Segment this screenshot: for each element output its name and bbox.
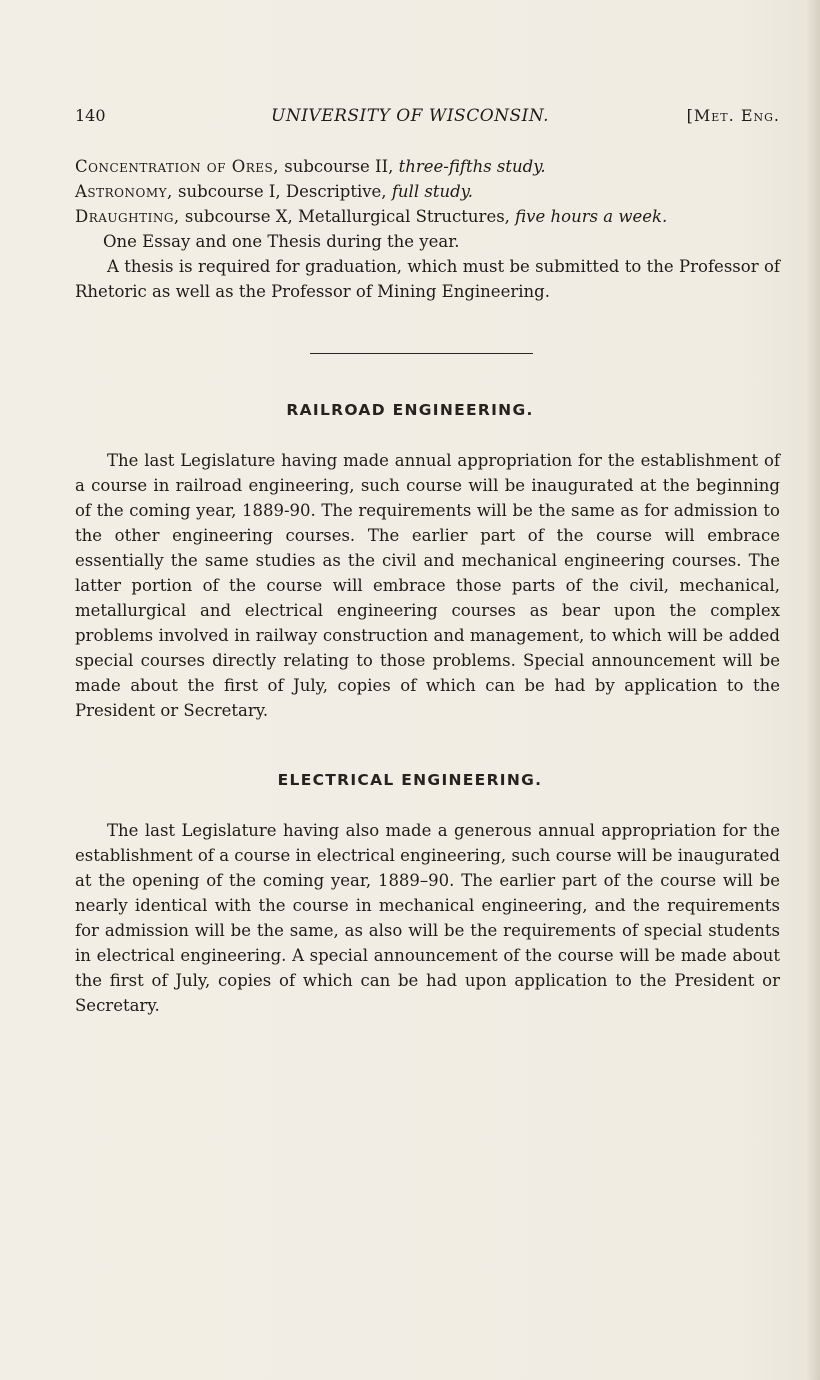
course-load: three-fifths study. [398,157,546,176]
running-title: UNIVERSITY OF WISCONSIN. [271,106,550,126]
course-detail: subcourse X, Metallurgical Structures, [179,207,516,226]
course-item [75,154,780,179]
course-name: Concentration of Ores, [75,157,279,176]
course-name: Astronomy, [75,182,173,201]
electrical-section [75,818,780,1018]
section-mark: [Met. Eng. [686,106,780,125]
course-detail: subcourse I, Descriptive, [172,182,392,201]
course-item [75,179,780,204]
railroad-heading: RAILROAD ENGINEERING. [286,401,534,419]
electrical-body: The last Legislature having also made a generous annual appropriation for the establishment of a course in electrical engineering, such course will be inaugurated at the opening of the coming year, 1889–90. The earlier part of the course will be nearly identical with the course in mechanical engineering, and the requirements for admission will be the same, as also will be the requirements of special students in electrical engineering. A special announcement of the course will be made about the first of July, copies of which can be had upon application to the President or Secretary. [75,821,780,1015]
thesis-note: A thesis is required for graduation, which must be submitted to the Professor of Rhetoric as well as the Professor of Mining Engineering. [75,257,780,301]
course-item [75,204,780,229]
course-detail: subcourse II, [278,157,399,176]
course-name: Draughting, [75,207,180,226]
section-divider [310,353,533,354]
railroad-body: The last Legislature having made annual appropriation for the establishment of a course in railroad engineering, such course will be inaugurated at the beginning of the coming year, 1889-90. The requirements will be the same as for admission to the other engineering courses. The earlier part of the course will embrace essentially the same studies as the civil and mechanical engineering courses. The latter portion of the course will embrace those parts of the civil, mechanical, metallurgical and electrical engineering courses as bear upon the complex problems involved in railway construction and management, to which will be added special courses directly relating to those problems. Special announcement will be made about the first of July, copies of which can be had by application to the President or Secretary. [75,451,780,720]
course-load: full study. [391,182,474,201]
page-edge-shadow [806,0,820,1380]
course-load: five hours a week. [515,207,668,226]
page-number: 140 [75,106,106,125]
railroad-section [75,448,780,723]
essay-note: One Essay and one Thesis during the year. [103,232,460,251]
course-list [75,154,780,304]
electrical-heading: ELECTRICAL ENGINEERING. [277,771,543,789]
page-header [75,106,780,130]
